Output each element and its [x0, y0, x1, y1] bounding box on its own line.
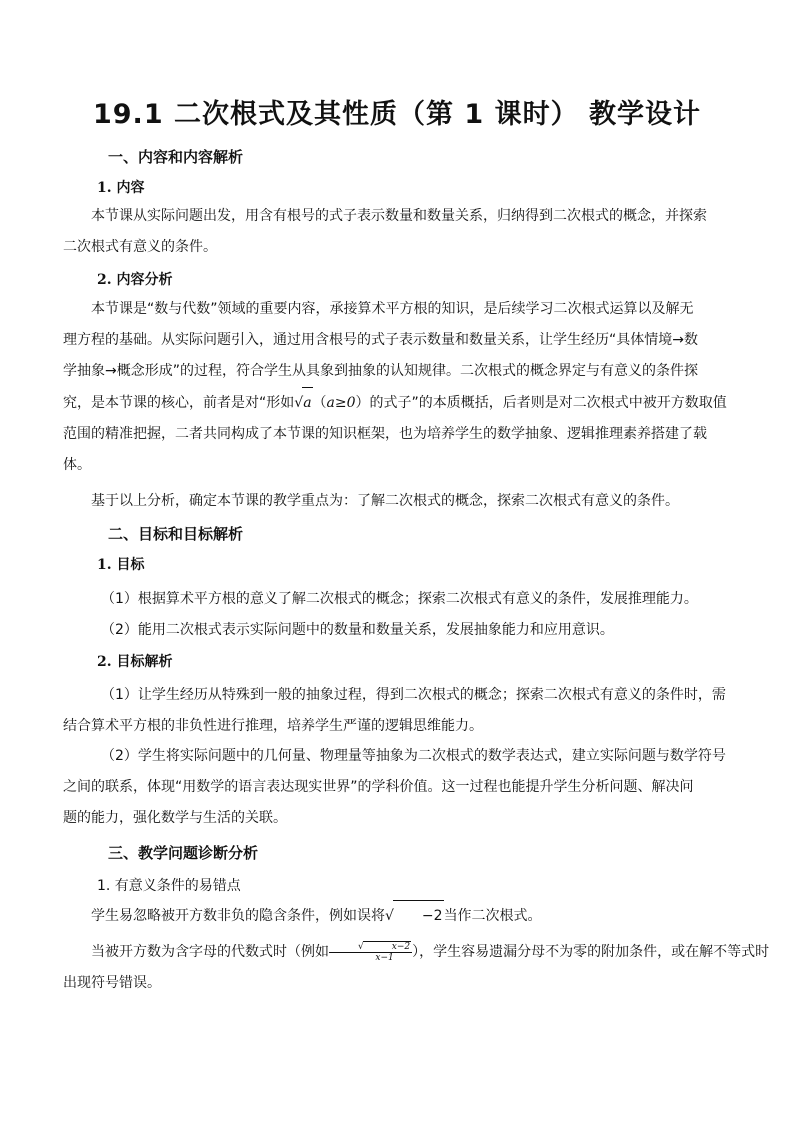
diagnosis-paragraph-1 — [63, 900, 727, 932]
numerator-radicand: x−2 — [363, 941, 411, 952]
paragraph-line: 之间的联系，体现“用数学的语言表达现实世界”的学科价值。这一过程也能提升学生分析问题、解决问 — [63, 779, 694, 795]
paragraph-line: （2）学生将实际问题中的几何量、物理量等抽象为二次根式的数学表达式，建立实际问题与数学符号 — [101, 748, 726, 764]
radical-sign: √ — [385, 908, 394, 924]
analysis-paragraph — [63, 294, 727, 481]
fraction-expression — [329, 941, 412, 963]
paragraph-line: 学抽象→概念形成”的过程，符合学生从具象到抽象的认知规律。二次根式的概念界定与有意义的条件探 — [63, 363, 698, 379]
subheading-content-analysis: 2. 内容分析 — [97, 272, 173, 288]
paragraph-line-with-fraction — [63, 937, 770, 968]
text-fragment: 究，是本节课的核心，前者是对“形如 — [63, 395, 295, 411]
section-heading-diagnosis: 三、教学问题诊断分析 — [108, 844, 259, 862]
section-heading-content: 一、内容和内容解析 — [108, 148, 244, 166]
page-title: 19.1 二次根式及其性质（第 1 课时） 教学设计 — [92, 99, 701, 130]
goal-analysis-2 — [63, 741, 727, 834]
paragraph-line: 基于以上分析，确定本节课的教学重点为：了解二次根式的概念，探索二次根式有意义的条件。 — [91, 493, 679, 509]
subheading-error-points: 1. 有意义条件的易错点 — [97, 878, 241, 894]
content-paragraph — [63, 201, 727, 263]
summary-paragraph — [63, 486, 727, 517]
text-fragment: （ — [312, 395, 327, 411]
condition: a≥0 — [326, 395, 356, 411]
paragraph-line-with-radical — [63, 900, 727, 932]
paragraph-line: 本节课从实际问题出发，用含有根号的式子表示数量和数量关系，归纳得到二次根式的概念，并探索 — [91, 208, 707, 224]
goal-item: （1）根据算术平方根的意义了解二次根式的概念；探索二次根式有意义的条件，发展推理能力。 — [101, 591, 698, 607]
subheading-goal-analysis: 2. 目标解析 — [97, 654, 173, 670]
text-fragment: 当被开方数为含字母的代数式时（例如 — [91, 944, 329, 960]
goal-item: （2）能用二次根式表示实际问题中的数量和数量关系，发展抽象能力和应用意识。 — [101, 622, 614, 638]
paragraph-line: 理方程的基础。从实际问题引入，通过用含根号的式子表示数量和数量关系，让学生经历“具体情境→数 — [63, 332, 698, 348]
paragraph-line-with-radical — [63, 387, 727, 419]
paragraph-line: 体。 — [63, 457, 91, 473]
subheading-content: 1. 内容 — [97, 180, 145, 196]
text-fragment: 学生易忽略被开方数非负的隐含条件，例如误将 — [91, 908, 385, 924]
paragraph-line: 范围的精准把握，二者共同构成了本节课的知识框架，也为培养学生的数学抽象、逻辑推理素养搭建了载 — [63, 426, 707, 442]
text-fragment: ），学生容易遗漏分母不为零的附加条件，或在解不等式时 — [412, 944, 770, 960]
subheading-goals: 1. 目标 — [97, 557, 145, 573]
paragraph-line: （1）让学生经历从特殊到一般的抽象过程，得到二次根式的概念；探索二次根式有意义的条件时，需 — [101, 687, 726, 703]
fraction-denominator: x−1 — [375, 953, 394, 963]
paragraph-line: 结合算术平方根的非负性进行推理，培养学生严谨的逻辑思维能力。 — [63, 718, 483, 734]
radical-sign: √ — [294, 395, 304, 411]
radicand: a — [302, 387, 312, 419]
paragraph-line: 出现符号错误。 — [63, 975, 161, 991]
text-fragment: ）的式子”的本质概括，后者则是对二次根式中被开方数取值 — [355, 395, 727, 411]
paragraph-line: 二次根式有意义的条件。 — [63, 239, 217, 255]
text-fragment: 当作二次根式。 — [443, 908, 542, 924]
radicand: −2 — [393, 900, 444, 932]
diagnosis-paragraph-2 — [63, 937, 770, 999]
fraction-numerator: √ x−2 — [329, 941, 412, 953]
goal-analysis-1 — [63, 680, 727, 742]
section-heading-goals: 二、目标和目标解析 — [108, 525, 244, 543]
paragraph-line: 本节课是“数与代数”领域的重要内容，承接算术平方根的知识，是后续学习二次根式运算以及解无 — [91, 301, 694, 317]
paragraph-line: 题的能力，强化数学与生活的关联。 — [63, 810, 287, 826]
